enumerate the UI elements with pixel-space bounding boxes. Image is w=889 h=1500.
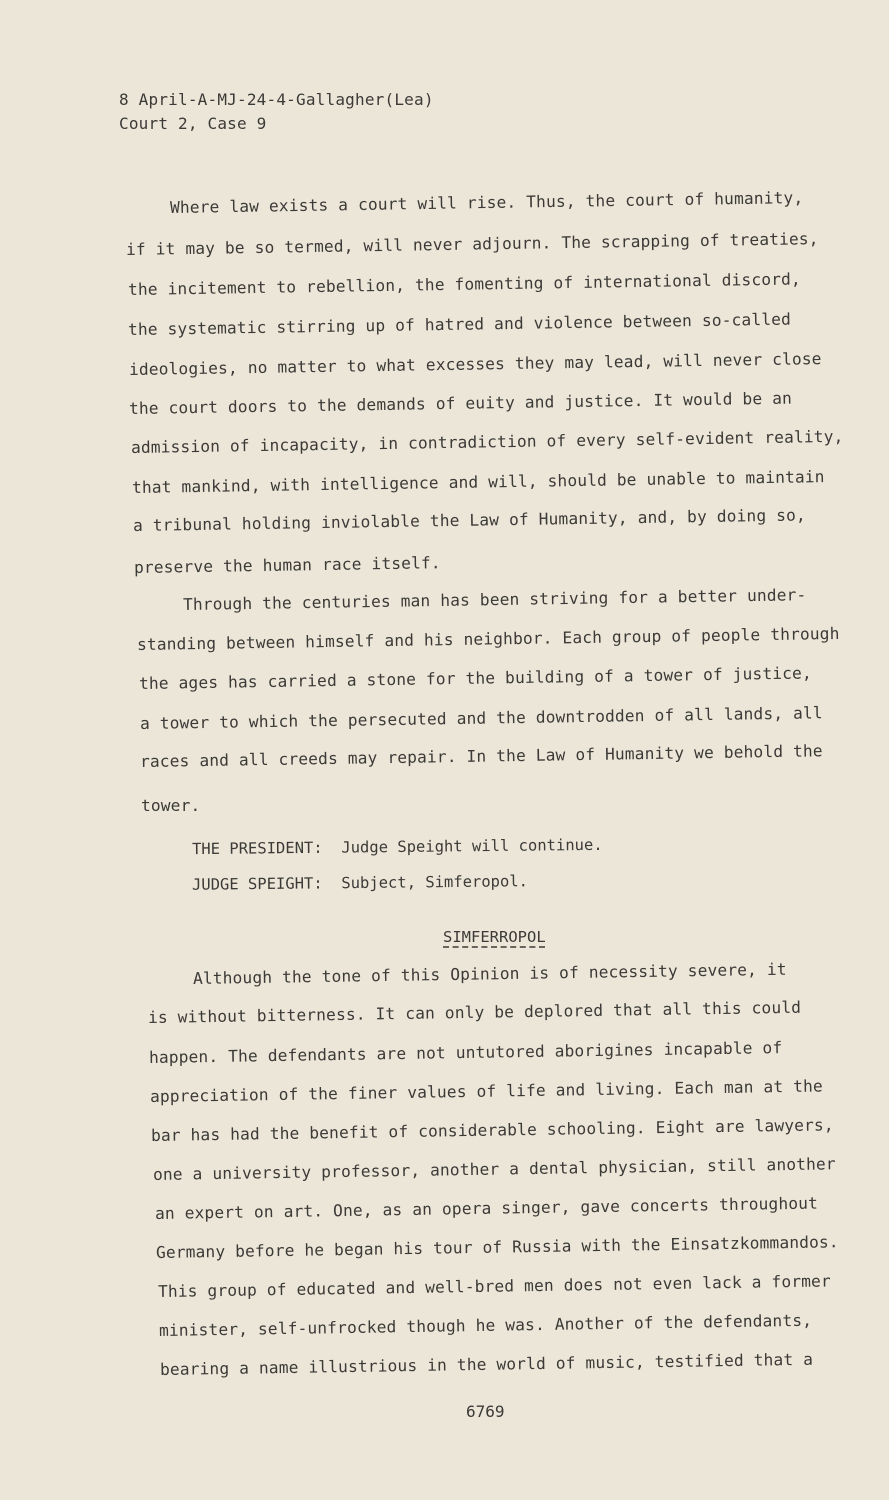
- text-line: Through the centuries man has been striving for a better under-: [182, 585, 807, 614]
- text-line: the court doors to the demands of euity and justice. It would be an: [128, 388, 793, 418]
- text-line: bearing a name illustrious in the world of music, testified that a: [159, 1349, 814, 1379]
- text-line: that mankind, with intelligence and will, should be unable to maintain: [131, 467, 825, 497]
- text-line: preserve the human race itself.: [133, 553, 441, 577]
- text-line: is without bitterness. It can only be deplored that all this could: [147, 997, 802, 1027]
- document-header: [119, 88, 434, 136]
- header-reference: 8 April-A-MJ-24-4-Gallagher(Lea): [119, 90, 434, 109]
- text-line: Where law exists a court will rise. Thus, the court of humanity,: [169, 188, 804, 217]
- speaker-label: JUDGE SPEIGHT:: [191, 874, 323, 894]
- text-line: happen. The defendants are not untutored aborigines incapable of: [148, 1038, 783, 1067]
- page-number: 6769: [466, 1402, 505, 1421]
- text-line: the incitement to rebellion, the fomenting of international discord,: [127, 269, 801, 299]
- speaker-text: Subject, Simferopol.: [341, 872, 529, 893]
- text-line: the ages has carried a stone for the building of a tower of justice,: [138, 663, 812, 693]
- text-line: admission of incapacity, in contradiction of every self-evident reality,: [130, 426, 844, 457]
- text-line: ideologies, no matter to what excesses they may lead, will never close: [128, 349, 822, 379]
- text-line: appreciation of the finer values of life and living. Each man at the: [149, 1076, 823, 1106]
- text-line: Although the tone of this Opinion is of necessity severe, it: [192, 959, 787, 988]
- text-line: a tribunal holding inviolable the Law of Humanity, and, by doing so,: [132, 505, 806, 535]
- text-line: minister, self-unfrocked though he was. Another of the defendants,: [158, 1310, 813, 1340]
- text-line: one a university professor, another a dental physician, still another: [152, 1154, 836, 1184]
- text-line: tower.: [141, 796, 201, 815]
- dialogue-line: [192, 836, 603, 858]
- speaker-label: THE PRESIDENT:: [191, 838, 323, 859]
- text-line: if it may be so termed, will never adjourn. The scrapping of treaties,: [125, 229, 819, 259]
- text-line: Germany before he began his tour of Russia with the Einsatzkommandos.: [155, 1232, 839, 1262]
- dialogue-line: [192, 872, 528, 894]
- text-line: a tower to which the persecuted and the downtrodden of all lands, all: [139, 703, 823, 733]
- header-court: Court 2, Case 9: [119, 114, 267, 133]
- text-line: This group of educated and well-bred men does not even lack a former: [157, 1271, 831, 1301]
- text-line: the systematic stirring up of hatred and violence between so-called: [127, 309, 792, 339]
- text-line: races and all creeds may repair. In the Law of Humanity we behold the: [139, 741, 823, 771]
- text-line: bar has had the benefit of considerable schooling. Eight are lawyers,: [150, 1115, 834, 1145]
- section-heading: SIMFERROPOL: [443, 928, 546, 946]
- text-line: standing between himself and his neighbor. Each group of people through: [136, 623, 840, 654]
- speaker-text: Judge Speight will continue.: [341, 835, 603, 857]
- text-line: an expert on art. One, as an opera singer, gave concerts throughout: [154, 1193, 819, 1223]
